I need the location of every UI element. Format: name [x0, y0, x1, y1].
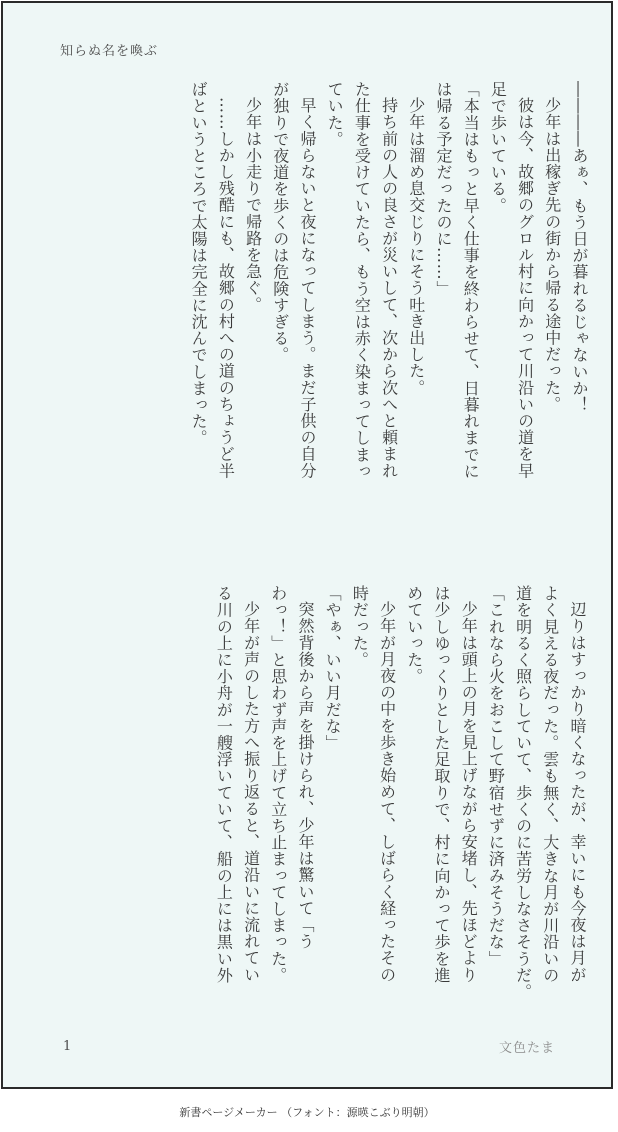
- paragraph-line: は少しゆっくりとした足取りで、村に向かって歩を進: [431, 585, 451, 984]
- generator-credit: 新書ページメーカー （フォント：源暎こぶり明朝）: [179, 1106, 435, 1119]
- paragraph-line: 少年は頭上の月を見上げながら安堵し、先ほどより: [459, 601, 479, 983]
- paragraph-line: 早く帰らないと夜になってしまう。まだ子供の自分: [297, 97, 317, 479]
- paragraph-line: 少年は溜め息交じりにそう吐き出した。: [406, 97, 426, 396]
- paragraph-line: が独りで夜道を歩くのは危険すぎる。: [270, 81, 290, 364]
- paragraph-line: 「本当はもっと早く仕事を終わらせて、日暮れまでに: [461, 81, 481, 480]
- paragraph-line: 足で歩いている。: [488, 81, 508, 214]
- paragraph-line: よく見える夜だった。雲も無く、大きな月が川沿いの: [540, 585, 560, 984]
- paragraph-line: 少年は出稼ぎ先の街から帰る途中だった。: [542, 97, 562, 413]
- paragraph-line: た仕事を受けていたら、もう空は赤く染まってしまっ: [352, 81, 372, 480]
- page-title: 知らぬ名を喚ぶ: [60, 44, 159, 59]
- paragraph-line: 持ち前の人の良さが災いして、次から次へと頼まれ: [379, 97, 399, 479]
- paragraph-line: 道を明るく照らしていて、歩くのに苦労しなさそうだ。: [513, 585, 533, 1000]
- paragraph-line: ……しかし残酷にも、故郷の村への道のちょうど半: [216, 97, 236, 479]
- paragraph-line: 少年が月夜の中を歩き始めて、しばらく経ったその: [377, 601, 397, 983]
- paragraph-line: ていた。: [325, 81, 345, 148]
- book-page: [1, 1, 613, 1089]
- paragraph-line: 時だった。: [350, 585, 370, 668]
- paragraph-line: 少年が声のした方へ振り返ると、道沿いに流れてい: [241, 601, 261, 983]
- paragraph-line: 「やぁ、いい月だな」: [323, 585, 343, 751]
- paragraph-line: わっ！」と思わず声を上げて立ち止まってしまった。: [268, 585, 288, 984]
- paragraph-line: 突然背後から声を掛けられ、少年は驚いて「う: [295, 601, 315, 950]
- paragraph-line: る川の上に小舟が一艘浮いていて、船の上には黒い外: [214, 585, 234, 984]
- text-block-upper: [185, 81, 593, 511]
- paragraph-line: 少年は小走りで帰路を急ぐ。: [243, 97, 263, 313]
- paragraph-line: は帰る予定だったのに……」: [433, 81, 453, 297]
- paragraph-line: 辺りはすっかり暗くなったが、幸いにも今夜は月が: [568, 601, 587, 983]
- text-block-lower: [210, 585, 591, 1015]
- paragraph-line: 「これなら火をおこして野宿せずに済みそうだな」: [486, 585, 506, 967]
- paragraph-line: 彼は今、故郷のグロル村に向かって川沿いの道を早: [515, 97, 535, 479]
- paragraph-line: ばというところで太陽は完全に沈んでしまった。: [189, 81, 209, 447]
- author-name: 文色たま: [498, 1041, 555, 1056]
- page-number: 1: [63, 1039, 72, 1054]
- paragraph-line: ――――あぁ、もう日が暮れるじゃないか！: [570, 81, 589, 413]
- paragraph-line: めていった。: [404, 585, 424, 685]
